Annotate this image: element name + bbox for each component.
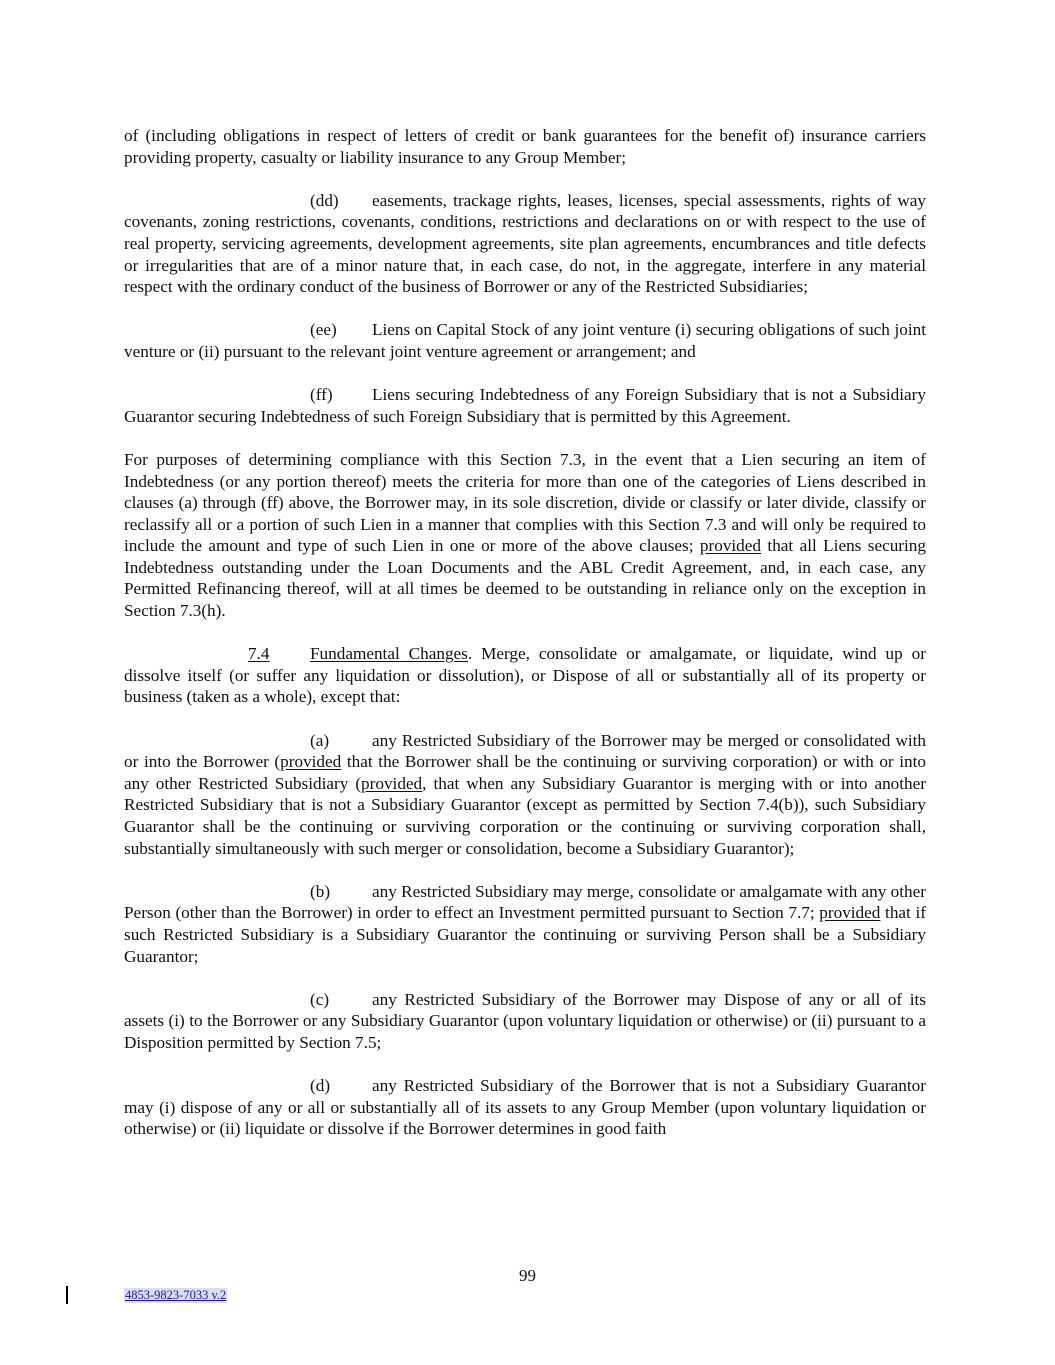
- clause-label: (d): [310, 1076, 331, 1096]
- provided-term: provided: [361, 773, 423, 793]
- provided-term: provided: [280, 752, 342, 772]
- clause-label: (a): [310, 730, 330, 750]
- clause-label: (b): [310, 881, 331, 901]
- page-number: 99: [519, 1266, 536, 1285]
- clause-a: (a) any Restricted Subsidiary of the Borrower may be merged or consolidated with or into the Borrower (provided that the Borrower shall be the continuing or surviving corporation) or with or into any other Restricted Subsidiary (provided, that when any Subsidiary Guarantor is merging with or into another Restricted Subsidiary that is not a Subsidiary Guarantor (except as permitted by Section 7.4(b)), such Subsidiary Guarantor shall be the continuing or surviving corporation or the continuing or surviving corporation shall, substantially simultaneously with such merger or consolidation, become a Subsidiary Guarantor);: [124, 730, 926, 858]
- document-id-link[interactable]: 4853-9823-7033 v.2: [125, 1288, 227, 1302]
- clause-dd: (dd) easements, trackage rights, leases, licenses, special assessments, rights of way covenants, zoning restrictions, covenants, conditions, restrictions and declarations on or with respect to the use of real property, servicing agreements, development agreements, site plan agreements, encumbrances and title defects or irregularities that are of a minor nature that, in each case, do not, in the aggregate, interfere in any material respect with the ordinary conduct of the business of Borrower or any of the Restricted Subsidiaries;: [124, 190, 926, 297]
- clause-b: (b) any Restricted Subsidiary may merge, consolidate or amalgamate with any other Person (other than the Borrower) in order to effect an Investment permitted pursuant to Section 7.7; provided that if such Restricted Subsidiary is a Subsidiary Guarantor the continuing or surviving Person shall be a Subsidiary Guarantor;: [124, 881, 926, 966]
- clause-d: (d) any Restricted Subsidiary of the Borrower that is not a Subsidiary Guarantor may (i) dispose of any or all or substantially all of its assets to any Group Member (upon voluntary liquidation or otherwise) or (ii) liquidate or dissolve if the Borrower determines in good faith: [124, 1076, 926, 1139]
- section-title: Fundamental Changes: [310, 644, 468, 664]
- clause-ee: (ee) Liens on Capital Stock of any joint venture (i) securing obligations of such joint venture or (ii) pursuant to the relevant joint venture agreement or arrangement; and: [124, 320, 926, 361]
- section-7-4: 7.4 Fundamental Changes. Merge, consolidate or amalgamate, or liquidate, wind up or dissolve itself (or suffer any liquidation or dissolution), or Dispose of all or substantially all of its property or business (taken as a whole), except that:: [124, 644, 926, 707]
- section-number: 7.4: [248, 644, 270, 664]
- clause-label: (ff): [310, 385, 333, 405]
- revision-bar: [66, 1286, 68, 1304]
- provided-term: provided: [699, 536, 762, 556]
- clause-label: (ee): [310, 320, 337, 340]
- clause-label: (c): [310, 989, 330, 1009]
- clause-label: (dd): [310, 190, 339, 210]
- document-body: [124, 125, 926, 1140]
- paragraph-purposes: For purposes of determining compliance with this Section 7.3, in the event that a Lien securing an item of Indebtedness (or any portion thereof) meets the criteria for more than one of the categories of Liens described in clauses (a) through (ff) above, the Borrower may, in its sole discretion, divide or classify or later divide, classify or reclassify all or a portion of such Lien in a manner that complies with this Section 7.3 and will only be required to include the amount and type of such Lien in one or more of the above clauses; provided that all Liens securing Indebtedness outstanding under the Loan Documents and the ABL Credit Agreement, and, in each case, any Permitted Refinancing thereof, will at all times be deemed to be outstanding in reliance only on the exception in Section 7.3(h).: [124, 449, 926, 621]
- clause-c: (c) any Restricted Subsidiary of the Borrower may Dispose of any or all of its assets (i) to the Borrower or any Subsidiary Guarantor (upon voluntary liquidation or otherwise) or (ii) pursuant to a Disposition permitted by Section 7.5;: [124, 989, 926, 1052]
- provided-term: provided: [819, 903, 881, 923]
- clause-ff: (ff) Liens securing Indebtedness of any Foreign Subsidiary that is not a Subsidiary Guarantor securing Indebtedness of such Foreign Subsidiary that is permitted by this Agreement.: [124, 385, 926, 426]
- paragraph-insurance-carriers: of (including obligations in respect of letters of credit or bank guarantees for the benefit of) insurance carriers providing property, casualty or liability insurance to any Group Member;: [124, 126, 926, 167]
